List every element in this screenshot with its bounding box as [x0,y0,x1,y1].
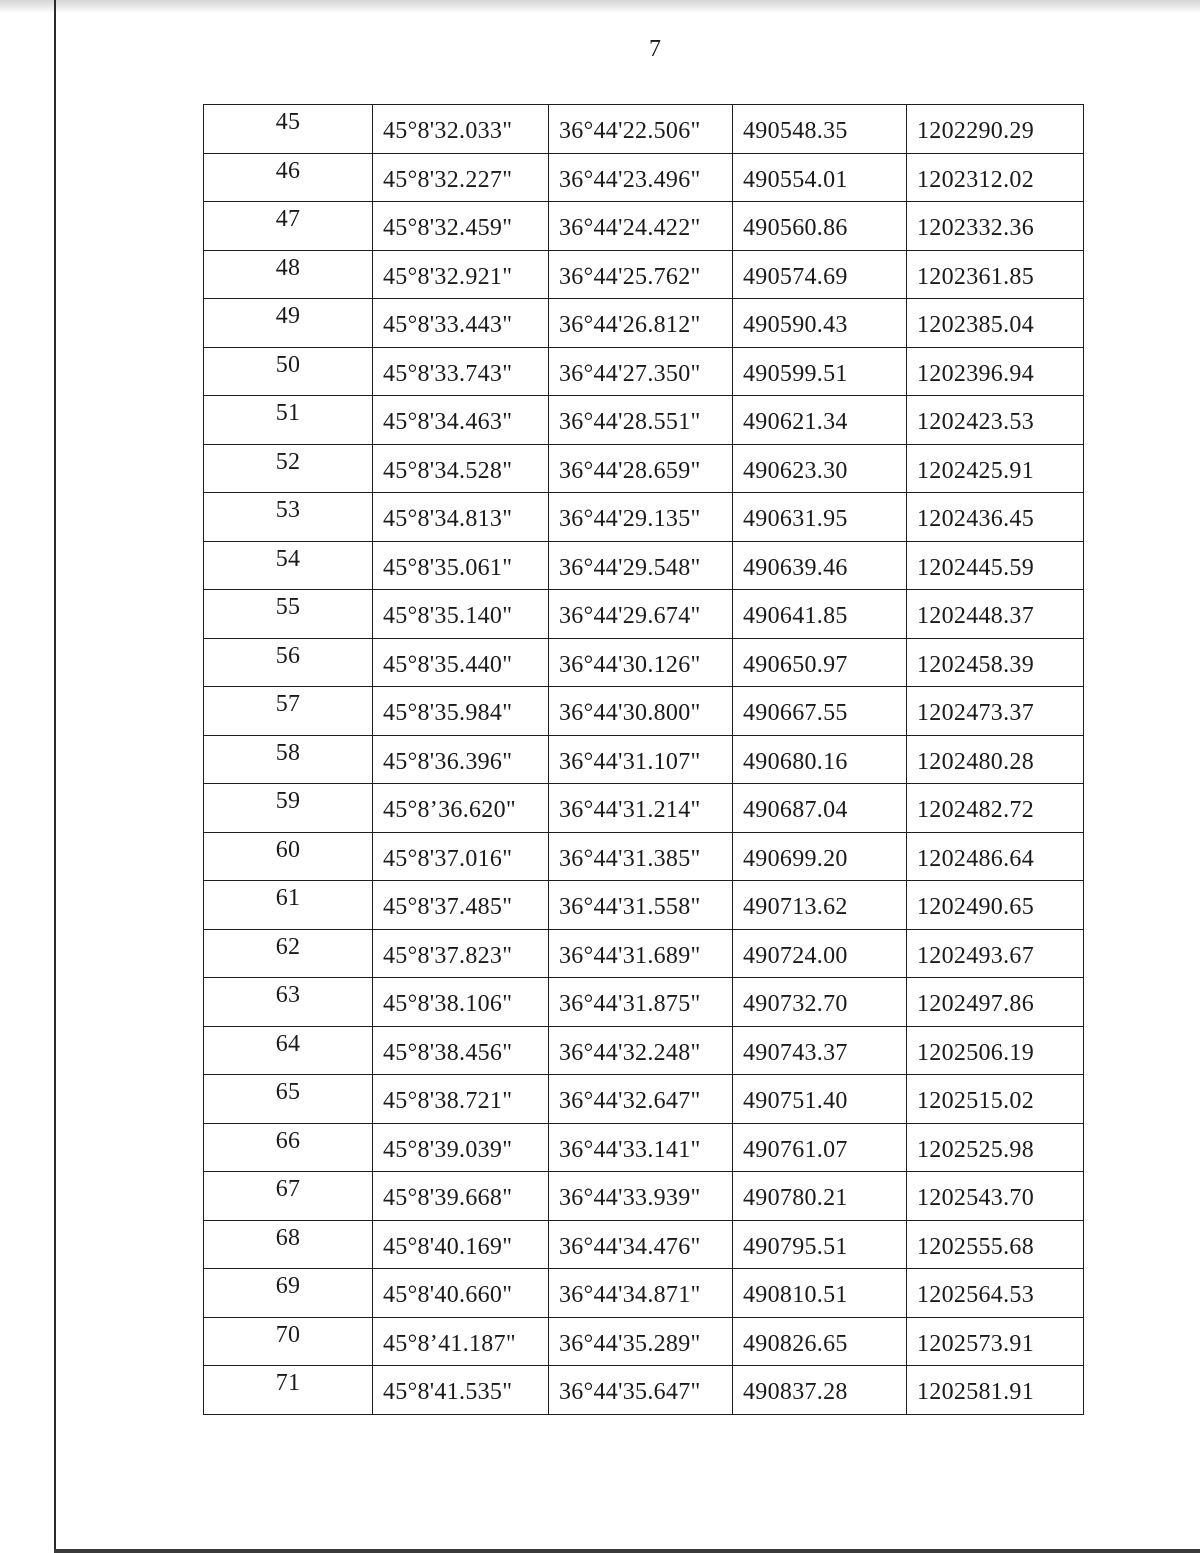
y-coordinate-cell: 1202486.64 [907,832,1084,881]
point-number-cell: 70 [204,1317,373,1366]
latitude-cell: 45°8'35.061" [373,541,549,590]
x-coordinate-cell: 490724.00 [733,929,907,978]
longitude-cell: 36°44'33.939" [549,1172,733,1221]
latitude-cell: 45°8'32.033" [373,105,549,154]
longitude-cell: 36°44'31.558" [549,881,733,930]
longitude-cell: 36°44'23.496" [549,153,733,202]
coordinates-table [203,104,1084,1415]
latitude-cell: 45°8'38.106" [373,978,549,1027]
y-coordinate-cell: 1202497.86 [907,978,1084,1027]
x-coordinate-cell: 490713.62 [733,881,907,930]
point-number-cell: 61 [204,881,373,930]
y-coordinate-cell: 1202581.91 [907,1366,1084,1415]
point-number-cell: 48 [204,250,373,299]
x-coordinate-cell: 490826.65 [733,1317,907,1366]
longitude-cell: 36°44'31.875" [549,978,733,1027]
x-coordinate-cell: 490590.43 [733,299,907,348]
latitude-cell: 45°8'38.721" [373,1075,549,1124]
table-row [204,929,1084,978]
point-number-cell: 47 [204,202,373,251]
latitude-cell: 45°8'34.528" [373,444,549,493]
longitude-cell: 36°44'34.476" [549,1220,733,1269]
latitude-cell: 45°8'39.668" [373,1172,549,1221]
longitude-cell: 36°44'28.551" [549,396,733,445]
y-coordinate-cell: 1202361.85 [907,250,1084,299]
x-coordinate-cell: 490761.07 [733,1123,907,1172]
y-coordinate-cell: 1202448.37 [907,590,1084,639]
y-coordinate-cell: 1202445.59 [907,541,1084,590]
y-coordinate-cell: 1202493.67 [907,929,1084,978]
y-coordinate-cell: 1202543.70 [907,1172,1084,1221]
latitude-cell: 45°8'40.660" [373,1269,549,1318]
scan-top-shadow [0,0,1200,14]
point-number-cell: 49 [204,299,373,348]
y-coordinate-cell: 1202490.65 [907,881,1084,930]
latitude-cell: 45°8'33.443" [373,299,549,348]
longitude-cell: 36°44'27.350" [549,347,733,396]
table-row [204,541,1084,590]
point-number-cell: 50 [204,347,373,396]
latitude-cell: 45°8'37.016" [373,832,549,881]
longitude-cell: 36°44'35.647" [549,1366,733,1415]
y-coordinate-cell: 1202385.04 [907,299,1084,348]
x-coordinate-cell: 490641.85 [733,590,907,639]
table-row [204,687,1084,736]
page-left-edge [54,0,56,1553]
latitude-cell: 45°8'35.984" [373,687,549,736]
y-coordinate-cell: 1202473.37 [907,687,1084,736]
latitude-cell: 45°8'34.463" [373,396,549,445]
latitude-cell: 45°8'33.743" [373,347,549,396]
y-coordinate-cell: 1202436.45 [907,493,1084,542]
latitude-cell: 45°8'39.039" [373,1123,549,1172]
table-row [204,881,1084,930]
point-number-cell: 45 [204,105,373,154]
y-coordinate-cell: 1202425.91 [907,444,1084,493]
x-coordinate-cell: 490732.70 [733,978,907,1027]
x-coordinate-cell: 490631.95 [733,493,907,542]
y-coordinate-cell: 1202515.02 [907,1075,1084,1124]
longitude-cell: 36°44'22.506" [549,105,733,154]
longitude-cell: 36°44'26.812" [549,299,733,348]
longitude-cell: 36°44'31.385" [549,832,733,881]
x-coordinate-cell: 490639.46 [733,541,907,590]
latitude-cell: 45°8'36.396" [373,735,549,784]
x-coordinate-cell: 490699.20 [733,832,907,881]
x-coordinate-cell: 490687.04 [733,784,907,833]
table-row [204,1366,1084,1415]
point-number-cell: 67 [204,1172,373,1221]
latitude-cell: 45°8'32.227" [373,153,549,202]
table-row [204,444,1084,493]
latitude-cell: 45°8'40.169" [373,1220,549,1269]
table-row [204,638,1084,687]
table-row [204,1317,1084,1366]
x-coordinate-cell: 490623.30 [733,444,907,493]
table-row [204,978,1084,1027]
point-number-cell: 53 [204,493,373,542]
latitude-cell: 45°8'35.440" [373,638,549,687]
point-number-cell: 64 [204,1026,373,1075]
y-coordinate-cell: 1202423.53 [907,396,1084,445]
y-coordinate-cell: 1202396.94 [907,347,1084,396]
x-coordinate-cell: 490560.86 [733,202,907,251]
table-row [204,299,1084,348]
longitude-cell: 36°44'25.762" [549,250,733,299]
longitude-cell: 36°44'32.647" [549,1075,733,1124]
table-row [204,493,1084,542]
table-row [204,735,1084,784]
longitude-cell: 36°44'35.289" [549,1317,733,1366]
point-number-cell: 55 [204,590,373,639]
latitude-cell: 45°8'34.813" [373,493,549,542]
x-coordinate-cell: 490795.51 [733,1220,907,1269]
latitude-cell: 45°8'32.459" [373,202,549,251]
x-coordinate-cell: 490554.01 [733,153,907,202]
y-coordinate-cell: 1202506.19 [907,1026,1084,1075]
longitude-cell: 36°44'24.422" [549,202,733,251]
x-coordinate-cell: 490743.37 [733,1026,907,1075]
y-coordinate-cell: 1202312.02 [907,153,1084,202]
point-number-cell: 58 [204,735,373,784]
longitude-cell: 36°44'31.107" [549,735,733,784]
point-number-cell: 46 [204,153,373,202]
table-row [204,1172,1084,1221]
longitude-cell: 36°44'29.674" [549,590,733,639]
latitude-cell: 45°8'37.823" [373,929,549,978]
longitude-cell: 36°44'31.689" [549,929,733,978]
page-number: 7 [649,36,661,62]
table-row [204,396,1084,445]
y-coordinate-cell: 1202564.53 [907,1269,1084,1318]
x-coordinate-cell: 490650.97 [733,638,907,687]
table-row [204,1123,1084,1172]
table-row [204,250,1084,299]
table-row [204,1220,1084,1269]
longitude-cell: 36°44'32.248" [549,1026,733,1075]
point-number-cell: 52 [204,444,373,493]
y-coordinate-cell: 1202290.29 [907,105,1084,154]
longitude-cell: 36°44'30.126" [549,638,733,687]
latitude-cell: 45°8'32.921" [373,250,549,299]
x-coordinate-cell: 490837.28 [733,1366,907,1415]
x-coordinate-cell: 490667.55 [733,687,907,736]
table-row [204,1269,1084,1318]
x-coordinate-cell: 490751.40 [733,1075,907,1124]
longitude-cell: 36°44'33.141" [549,1123,733,1172]
point-number-cell: 54 [204,541,373,590]
y-coordinate-cell: 1202480.28 [907,735,1084,784]
point-number-cell: 57 [204,687,373,736]
y-coordinate-cell: 1202458.39 [907,638,1084,687]
table-row [204,202,1084,251]
table-row [204,347,1084,396]
point-number-cell: 56 [204,638,373,687]
longitude-cell: 36°44'29.135" [549,493,733,542]
longitude-cell: 36°44'31.214" [549,784,733,833]
latitude-cell: 45°8’36.620" [373,784,549,833]
y-coordinate-cell: 1202573.91 [907,1317,1084,1366]
latitude-cell: 45°8’41.187" [373,1317,549,1366]
y-coordinate-cell: 1202525.98 [907,1123,1084,1172]
longitude-cell: 36°44'29.548" [549,541,733,590]
longitude-cell: 36°44'30.800" [549,687,733,736]
latitude-cell: 45°8'37.485" [373,881,549,930]
point-number-cell: 60 [204,832,373,881]
x-coordinate-cell: 490680.16 [733,735,907,784]
table-row [204,153,1084,202]
point-number-cell: 71 [204,1366,373,1415]
x-coordinate-cell: 490548.35 [733,105,907,154]
point-number-cell: 62 [204,929,373,978]
latitude-cell: 45°8'35.140" [373,590,549,639]
point-number-cell: 65 [204,1075,373,1124]
table-row [204,832,1084,881]
coordinates-table-body [204,105,1084,1415]
table-row [204,784,1084,833]
longitude-cell: 36°44'34.871" [549,1269,733,1318]
latitude-cell: 45°8'38.456" [373,1026,549,1075]
page-bottom-edge [54,1549,1200,1553]
longitude-cell: 36°44'28.659" [549,444,733,493]
x-coordinate-cell: 490574.69 [733,250,907,299]
table-row [204,1026,1084,1075]
point-number-cell: 63 [204,978,373,1027]
point-number-cell: 51 [204,396,373,445]
x-coordinate-cell: 490621.34 [733,396,907,445]
point-number-cell: 66 [204,1123,373,1172]
y-coordinate-cell: 1202332.36 [907,202,1084,251]
x-coordinate-cell: 490810.51 [733,1269,907,1318]
y-coordinate-cell: 1202555.68 [907,1220,1084,1269]
point-number-cell: 59 [204,784,373,833]
x-coordinate-cell: 490599.51 [733,347,907,396]
y-coordinate-cell: 1202482.72 [907,784,1084,833]
latitude-cell: 45°8'41.535" [373,1366,549,1415]
table-row [204,105,1084,154]
point-number-cell: 69 [204,1269,373,1318]
table-row [204,590,1084,639]
x-coordinate-cell: 490780.21 [733,1172,907,1221]
point-number-cell: 68 [204,1220,373,1269]
table-row [204,1075,1084,1124]
